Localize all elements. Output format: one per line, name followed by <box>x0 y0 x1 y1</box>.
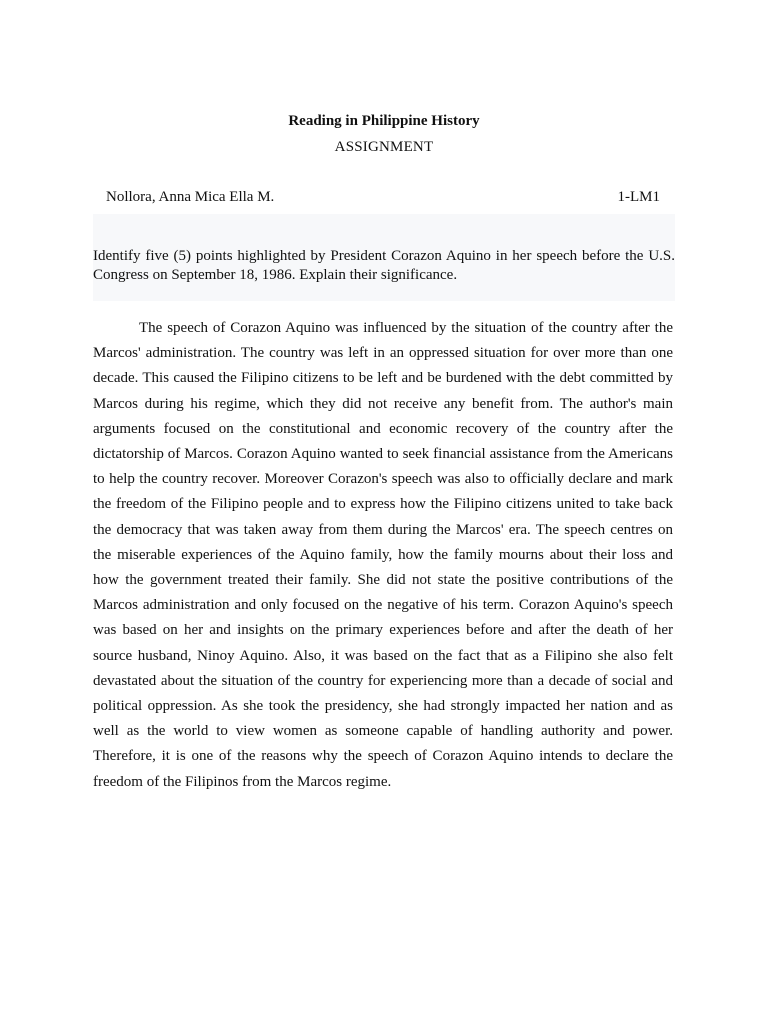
assignment-prompt: Identify five (5) points highlighted by President Corazon Aquino in her speech before the U.S. Congress on September 18, 1986. Explain their significance. <box>93 248 675 283</box>
course-title: Reading in Philippine History <box>288 113 480 129</box>
prompt-box <box>93 214 675 301</box>
assignment-label: ASSIGNMENT <box>334 139 434 155</box>
section-code: 1-LM1 <box>617 189 660 205</box>
essay-paragraph: The speech of Corazon Aquino was influenced by the situation of the country after the Marcos' administration. The country was left in an oppressed situation for over more than one decade. This caused the Filipino citizens to be left and be burdened with the debt committed by Marcos during his regime, which they did not receive any benefit from. The author's main arguments focused on the constitutional and economic recovery of the country after the dictatorship of Marcos. Corazon Aquino wanted to seek financial assistance from the Americans to help the country recover. Moreover Corazon's speech was also to officially declare and mark the freedom of the Filipino people and to express how the Filipino citizens united to take back the democracy that was taken away from them during the Marcos' era. The speech centres on the miserable experiences of the Aquino family, how the family mourns about their loss and how the government treated their family. She did not state the positive contributions of the Marcos administration and only focused on the negative of his term. Corazon Aquino's speech was based on her and insights on the primary experiences before and after the death of her source husband, Ninoy Aquino. Also, it was based on the fact that as a Filipino she also felt devastated about the situation of the country for experiencing more than a decade of social and political oppression. As she took the presidency, she had strongly impacted her nation and as well as the world to view women as someone capable of handling authority and power. Therefore, it is one of the reasons why the speech of Corazon Aquino intends to declare the freedom of the Filipinos from the Marcos regime. <box>93 320 673 790</box>
student-name: Nollora, Anna Mica Ella M. <box>106 189 275 205</box>
